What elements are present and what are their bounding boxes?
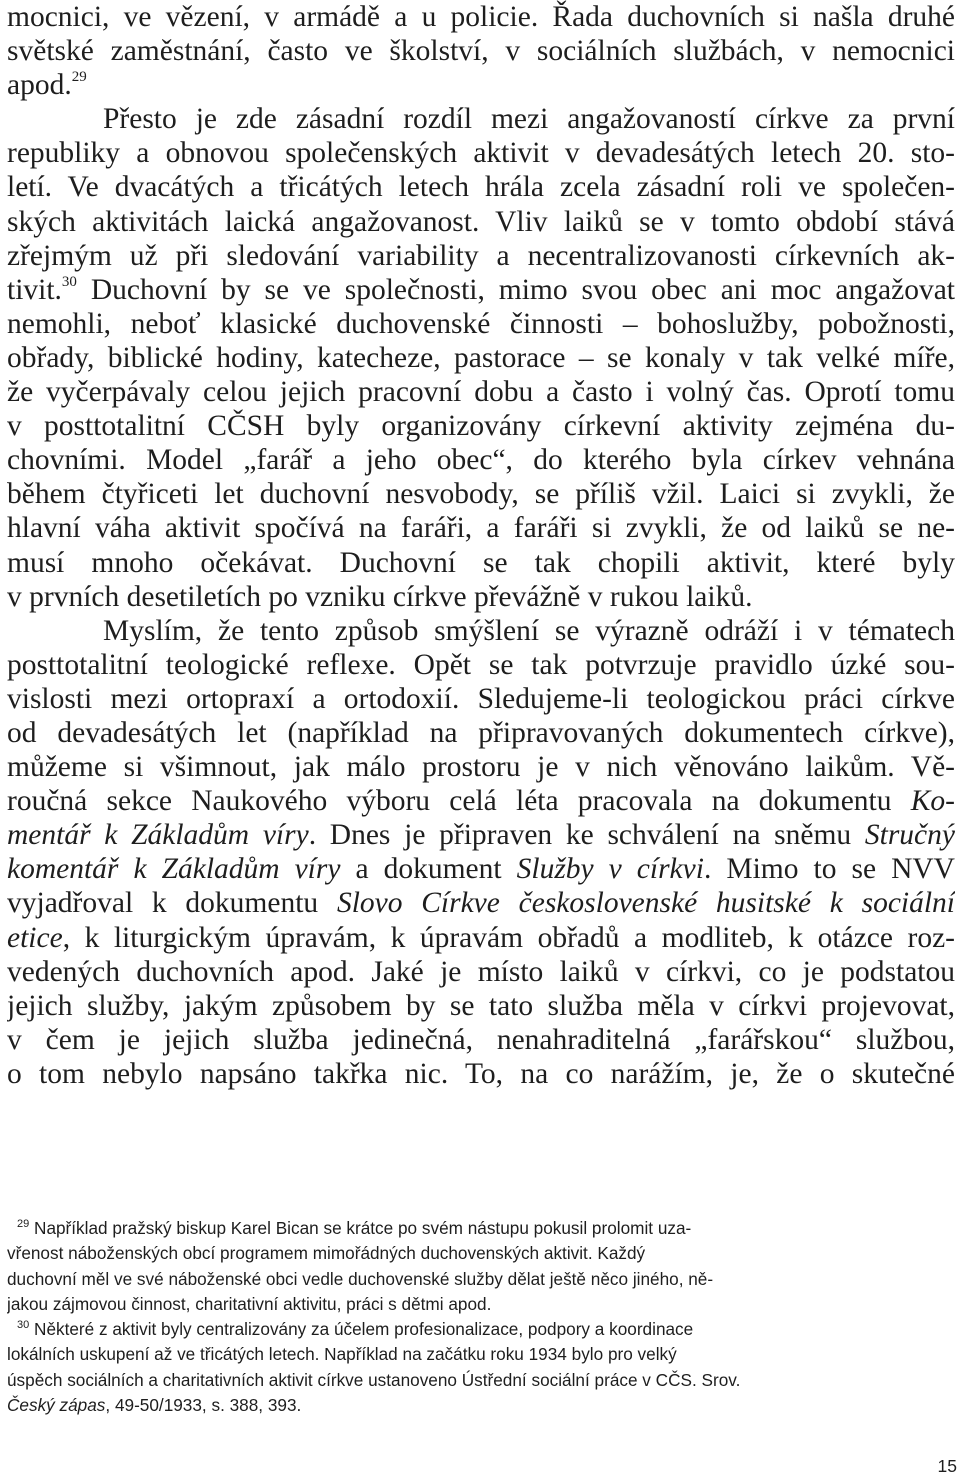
main-text	[7, 0, 955, 1091]
text-line: vislosti mezi ortopraxí a ortodoxií. Sledujeme-li teologickou práci církve	[7, 682, 955, 715]
footnote-line: duchovní měl ve své náboženské obci vedle duchovenské služby dělat ještě něco jiného, ně-	[7, 1268, 714, 1289]
footnote-mark-29: 29	[17, 1218, 30, 1230]
text-line: v prvních desetiletích po vzniku církve převážně v rukou laiků.	[7, 580, 753, 613]
text-line: musí mnoho očekávat. Duchovní se tak chopili aktivit, které byly	[7, 546, 955, 579]
text-line: chovními. Model „farář a jeho obec“, do kterého byla církev vehnána	[7, 444, 955, 477]
text-line: letí. Ve dvacátých a třicátých letech hrála zcela zásadní roli ve společen-	[7, 171, 955, 204]
text-line: že vyčerpávaly celou jejich pracovní dobu a často i volný čas. Oprotí tomu	[7, 376, 955, 409]
italic-title: komentář k Základům víry	[7, 853, 341, 886]
italic-title: etice	[7, 921, 63, 954]
italic-title: mentář k Základům víry	[7, 819, 309, 852]
text-line	[7, 273, 955, 307]
text-line: jejich služby, jakým způsobem by se tato služba měla v církvi projevovat,	[7, 989, 955, 1022]
text-line: od devadesátých let (například na připravovaných dokumentech církve),	[7, 716, 955, 749]
text-line: ských aktivitách laická angažovanost. Vliv laiků se v tomto období stává	[7, 205, 955, 238]
paragraph-start: Přesto je zde zásadní rozdíl mezi angažovaností církve za první	[103, 103, 955, 136]
footnote-29	[7, 1216, 955, 1241]
footnote-line: lokálních uskupení až ve třicátých letech. Například na začátku roku 1934 bylo pro velký	[7, 1344, 677, 1365]
text-line: nemohli, neboť klasické duchovenské činnosti – bohoslužby, pobožnosti,	[7, 307, 955, 340]
italic-title: Stručný	[864, 819, 955, 852]
text-fragment: , k liturgickým úpravám, k úpravám obřadů a modliteb, k otázce roz-	[62, 921, 955, 954]
text-line: republiky a obnovou společenských aktivit v devadesátých letech 20. sto-	[7, 137, 955, 170]
footnote-ref-29: 29	[71, 69, 87, 86]
footnote-30	[7, 1317, 955, 1342]
text-line	[7, 818, 955, 852]
text-line	[7, 784, 955, 818]
text-fragment: . Dnes je připraven ke schválení na sněmu	[308, 819, 865, 852]
footnotes	[7, 1216, 955, 1418]
text-fragment: tivit.	[7, 273, 62, 306]
text-line	[7, 852, 955, 886]
footnote-line: vřenost náboženských obcí programem mimořádných duchovenských aktivit. Každý	[7, 1243, 646, 1264]
text-line: v posttotalitní CČSH byly organizovány církevní aktivity zejména du-	[7, 410, 955, 443]
text-line	[7, 921, 955, 955]
footnote-text: Například pražský biskup Karel Bican se krátce po svém nástupu pokusil prolomit uza-	[29, 1218, 692, 1238]
paragraph-start: Myslím, že tento způsob smýšlení se výrazně odráží i v tématech	[103, 614, 955, 647]
footnote-line: úspěch sociálních a charitativních aktivit církve ustanoveno Ústřední sociální práce v CČS. Srov.	[7, 1369, 741, 1390]
text-line: obřady, biblické hodiny, katecheze, pastorace – se konaly v tak velké míře,	[7, 341, 955, 374]
italic-title: Slovo Církve československé husitské k sociální	[336, 887, 955, 920]
footnote-line: jakou zájmovou činnost, charitativní aktivitu, práci s dětmi apod.	[7, 1293, 492, 1314]
text-line: během čtyřiceti let duchovní nesvobody, se příliš vžil. Laici si zvykli, že	[7, 478, 955, 511]
text-fragment: apod.	[7, 69, 72, 102]
text-fragment: roučná sekce Naukového výboru celá léta pracovala na dokumentu	[7, 785, 911, 818]
footnote-mark-30: 30	[17, 1319, 30, 1332]
italic-title: Služby v církvi	[516, 853, 704, 886]
text-line: mocnici, ve vězení, v armádě a u policie. Řada duchovních si našla druhé	[7, 1, 955, 33]
footnote-text: Některé z aktivit byly centralizovány za účelem profesionalizace, podpory a koordinace	[29, 1319, 694, 1340]
text-line	[7, 68, 955, 102]
text-fragment: Duchovní by se ve společnosti, mimo svou obec ani moc angažovat	[76, 273, 955, 306]
page-number: 15	[937, 1456, 957, 1476]
text-line: zřejmým už při sledování variability a necentralizovanosti církevních ak-	[7, 239, 955, 272]
text-line: hlavní váha aktivit spočívá na faráři, a faráři si zvykli, že od laiků se ne-	[7, 512, 955, 545]
text-line: v čem je jejich služba jedinečná, nenahraditelná „farářskou“ službou,	[7, 1023, 955, 1056]
text-fragment: . Mimo to se NVV	[703, 853, 955, 886]
text-line: posttotalitní teologické reflexe. Opět se tak potvrzuje pravidlo úzké sou-	[7, 648, 955, 681]
footnote-text: , 49-50/1933, s. 388, 393.	[105, 1395, 302, 1416]
text-line: o tom nebylo napsáno takřka nic. To, na co narážím, je, že o skutečné	[7, 1057, 955, 1090]
text-line: světské zaměstnání, často ve školství, v sociálních službách, v nemocnici	[7, 35, 955, 68]
text-line: vedených duchovních apod. Jaké je místo laiků v církvi, co je podstatou	[7, 955, 955, 988]
footnote-line	[7, 1393, 955, 1418]
text-fragment: vyjadřoval k dokumentu	[7, 887, 337, 920]
italic-title: Ko-	[910, 785, 955, 818]
italic-title: Český zápas	[7, 1395, 106, 1416]
text-fragment: a dokument	[340, 853, 517, 886]
footnote-ref-30: 30	[61, 273, 77, 290]
text-line	[7, 886, 955, 920]
text-line: můžeme si všimnout, jak málo prostoru je v nich věnováno laikům. Vě-	[7, 751, 955, 784]
